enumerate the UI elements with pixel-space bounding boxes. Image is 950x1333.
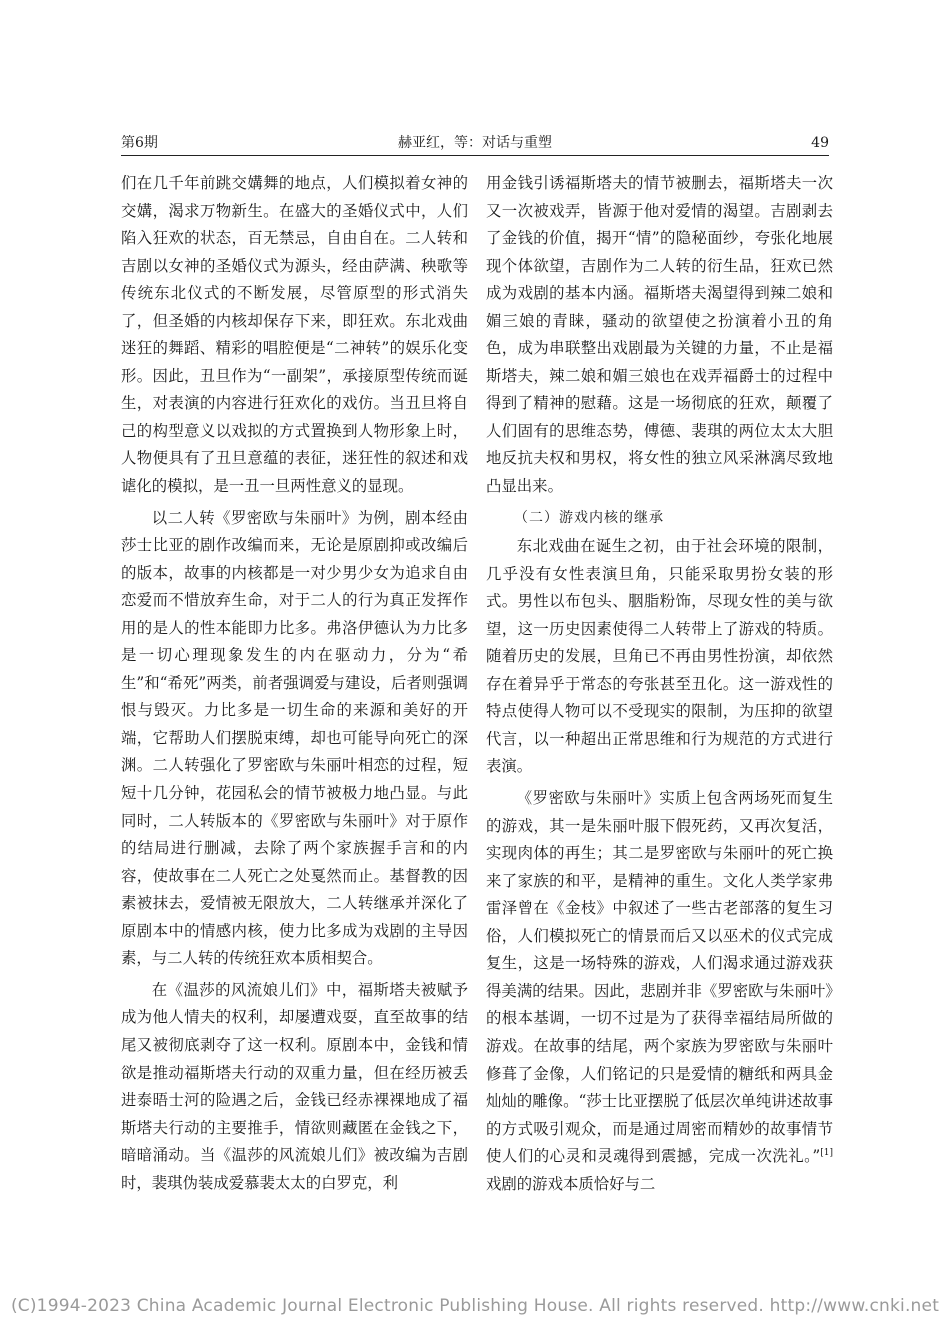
- header-rule: [121, 155, 829, 156]
- left-column: [121, 170, 468, 1197]
- right-column: [486, 170, 833, 1198]
- paragraph: 以二人转《罗密欧与朱丽叶》为例，剧本经由莎士比亚的剧作改编而来，无论是原剧抑或改编后的版本，故事的内核都是一对少男少女为追求自由恋爱而不惜放弃生命，对于二人的行为真正发挥作用的是人的性本能即力比多。弗洛伊德认为力比多是一切心理现象发生的内在驱动力，分为“希生”和“希死”两类，前者强调爱与建设，后者则强调恨与毁灭。力比多是一切生命的来源和美好的开端，它帮助人们摆脱束缚，却也可能导向死亡的深渊。二人转强化了罗密欧与朱丽叶相恋的过程，短短十几分钟，花园私会的情节被极力地凸显。与此同时，二人转版本的《罗密欧与朱丽叶》对于原作的结局进行删减，去除了两个家族握手言和的内容，使故事在二人死亡之处戛然而止。基督教的因素被抹去，爱情被无限放大，二人转继承并深化了原剧本中的情感内核，使力比多成为戏剧的主导因素，与二人转的传统狂欢本质相契合。: [121, 508, 468, 968]
- paragraph-text-tail: 戏剧的游戏本质恰好与二: [486, 1174, 656, 1193]
- citation-ref[interactable]: [1]: [820, 1148, 833, 1159]
- paragraph: 们在几千年前跳交媾舞的地点，人们模拟着女神的交媾，渴求万物新生。在盛大的圣婚仪式中，人们陷入狂欢的状态，百无禁忌，自由自在。二人转和吉剧以女神的圣婚仪式为源头，经由萨满、秧歌等传统东北仪式的不断发展，尽管原型的形式消失了，但圣婚的内核却保存下来，即狂欢。东北戏曲迷狂的舞蹈、精彩的唱腔便是“二神转”的娱乐化变形。因此，丑旦作为“一副架”，承接原型传统而诞生，对表演的内容进行狂欢化的戏仿。当丑旦将自己的构型意义以戏拟的方式置换到人物形象上时，人物便具有了丑旦意蕴的表征，迷狂性的叙述和戏谑化的模拟，是一丑一旦两性意义的显现。: [121, 174, 468, 496]
- paragraph: [486, 785, 833, 1198]
- paragraph: 用金钱引诱福斯塔夫的情节被删去，福斯塔夫一次又一次被戏弄，皆源于他对爱情的渴望。吉剧剥去了金钱的价值，揭开“情”的隐秘面纱，夸张化地展现个体欲望，吉剧作为二人转的衍生品，狂欢已然成为戏剧的基本内涵。福斯塔夫渴望得到辣二娘和媚三娘的青睐，骚动的欲望使之扮演着小丑的角色，成为串联整出戏剧最为关键的力量，不止是福斯塔夫，辣二娘和媚三娘也在戏弄福爵士的过程中得到了精神的慰藉。这是一场彻底的狂欢，颠覆了人们固有的思维态势，傅德、裴琪的两位太太大胆地反抗夫权和男权，将女性的独立风采淋漓尽致地凸显出来。: [486, 174, 833, 496]
- paragraph: 东北戏曲在诞生之初，由于社会环境的限制，几乎没有女性表演旦角，只能采取男扮女装的形式。男性以布包头、胭脂粉饰，尽现女性的美与欲望，这一历史因素使得二人转带上了游戏的特质。随着历史的发展，旦角已不再由男性扮演，却依然存在着异乎于常态的夸张甚至丑化。这一游戏性的特点使得人物可以不受现实的限制，为压抑的欲望代言，以一种超出正常思维和行为规范的方式进行表演。: [486, 537, 833, 776]
- section-heading: （二）游戏内核的继承: [514, 509, 664, 526]
- running-title: 赫亚红，等：对话与重塑: [398, 135, 552, 151]
- page-number: 49: [811, 135, 829, 151]
- page-header: [121, 131, 829, 155]
- paragraph-text: 《罗密欧与朱丽叶》实质上包含两场死而复生的游戏，其一是朱丽叶服下假死药，又再次复活，实现肉体的再生；其二是罗密欧与朱丽叶的死亡换来了家族的和平，是精神的重生。文化人类学家弗雷泽曾在《金枝》中叙述了一些古老部落的复生习俗，人们模拟死亡的情景而后又以巫术的仪式完成复生，这是一场特殊的游戏，人们渴求通过游戏获得美满的结果。因此，悲剧并非《罗密欧与朱丽叶》的根本基调，一切不过是为了获得幸福结局所做的游戏。在故事的结尾，两个家族为罗密欧与朱丽叶修葺了金像，人们铭记的只是爱情的糖纸和两具金灿灿的雕像。“莎士比亚摆脱了低层次单纯讲述故事的方式吸引观众，而是通过周密而精妙的故事情节使人们的心灵和灵魂得到震撼，完成一次洗礼。”: [486, 789, 833, 1166]
- copyright-watermark: (C)1994-2023 China Academic Journal Electronic Publishing House. All rights reserved. http://www.cnki.net: [10, 1296, 940, 1316]
- issue-number: 第6期: [121, 135, 158, 151]
- paragraph: 在《温莎的风流娘儿们》中，福斯塔夫被赋予成为他人情夫的权利，却屡遭戏耍，直至故事的结尾又被彻底剥夺了这一权利。原剧本中，金钱和情欲是推动福斯塔夫行动的双重力量，但在经历被丢进泰晤士河的险遇之后，金钱已经赤裸裸地成了福斯塔夫行动的主要推手，情欲则藏匿在金钱之下，暗暗涌动。当《温莎的风流娘儿们》被改编为吉剧时，裴琪伪装成爱慕裴太太的白罗克，利: [121, 980, 468, 1192]
